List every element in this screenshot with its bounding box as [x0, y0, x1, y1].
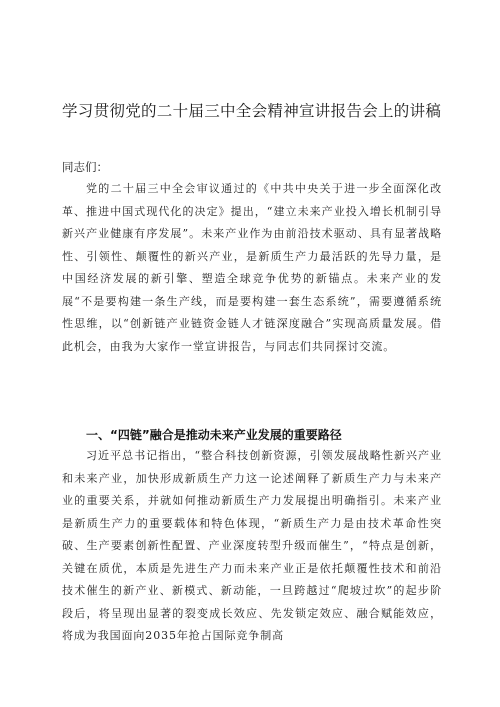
document-title: 学习贯彻党的二十届三中全会精神宣讲报告会上的讲稿: [62, 102, 442, 120]
paragraph-intro: 党的二十届三中全会审议通过的《中共中央关于进一步全面深化改革、推进中国式现代化的决定》提出，“建立未来产业投入增长机制引导新兴产业健康有序发展”。未来产业作为由前沿技术驱动、具有显著战略性、引领性、颠覆性的新兴产业，是新质生产力最活跃的先导力量，是中国经济发展的新引擎、塑造全球竞争优势的新锚点。未来产业的发展“不是要构建一条生产线，而是要构建一套生态系统”，需要遵循系统性思维，以“创新链产业链资金链人才链深度融合”实现高质量发展。借此机会，由我为大家作一堂宣讲报告，与同志们共同探讨交流。: [62, 182, 442, 353]
salutation: 同志们：: [62, 160, 108, 174]
paragraph-body: 习近平总书记指出，“整合科技创新资源，引领发展战略性新兴产业和未来产业，加快形成新质生产力这一论述阐释了新质生产力与未来产业的重要关系，并就如何推动新质生产力发展提出明确指引。未来产业是新质生产力的重要载体和特色体现，“新质生产力是由技术革命性突破、生产要素创新性配置、产业深度转型升级而催生”，“特点是创新，关键在质优，本质是先进生产力而未来产业正是依托颠覆性技术和前沿技术催生的新产业、新模式、新动能，一旦跨越过“爬坡过坎”的起步阶段后，将呈现出显著的裂变成长效应、先发锁定效应、融合赋能效应，将成为我国面向2035年抢占国际竞争制高: [62, 449, 442, 642]
section-heading: 一、“四链”融合是推动未来产业发展的重要路径: [86, 428, 342, 442]
